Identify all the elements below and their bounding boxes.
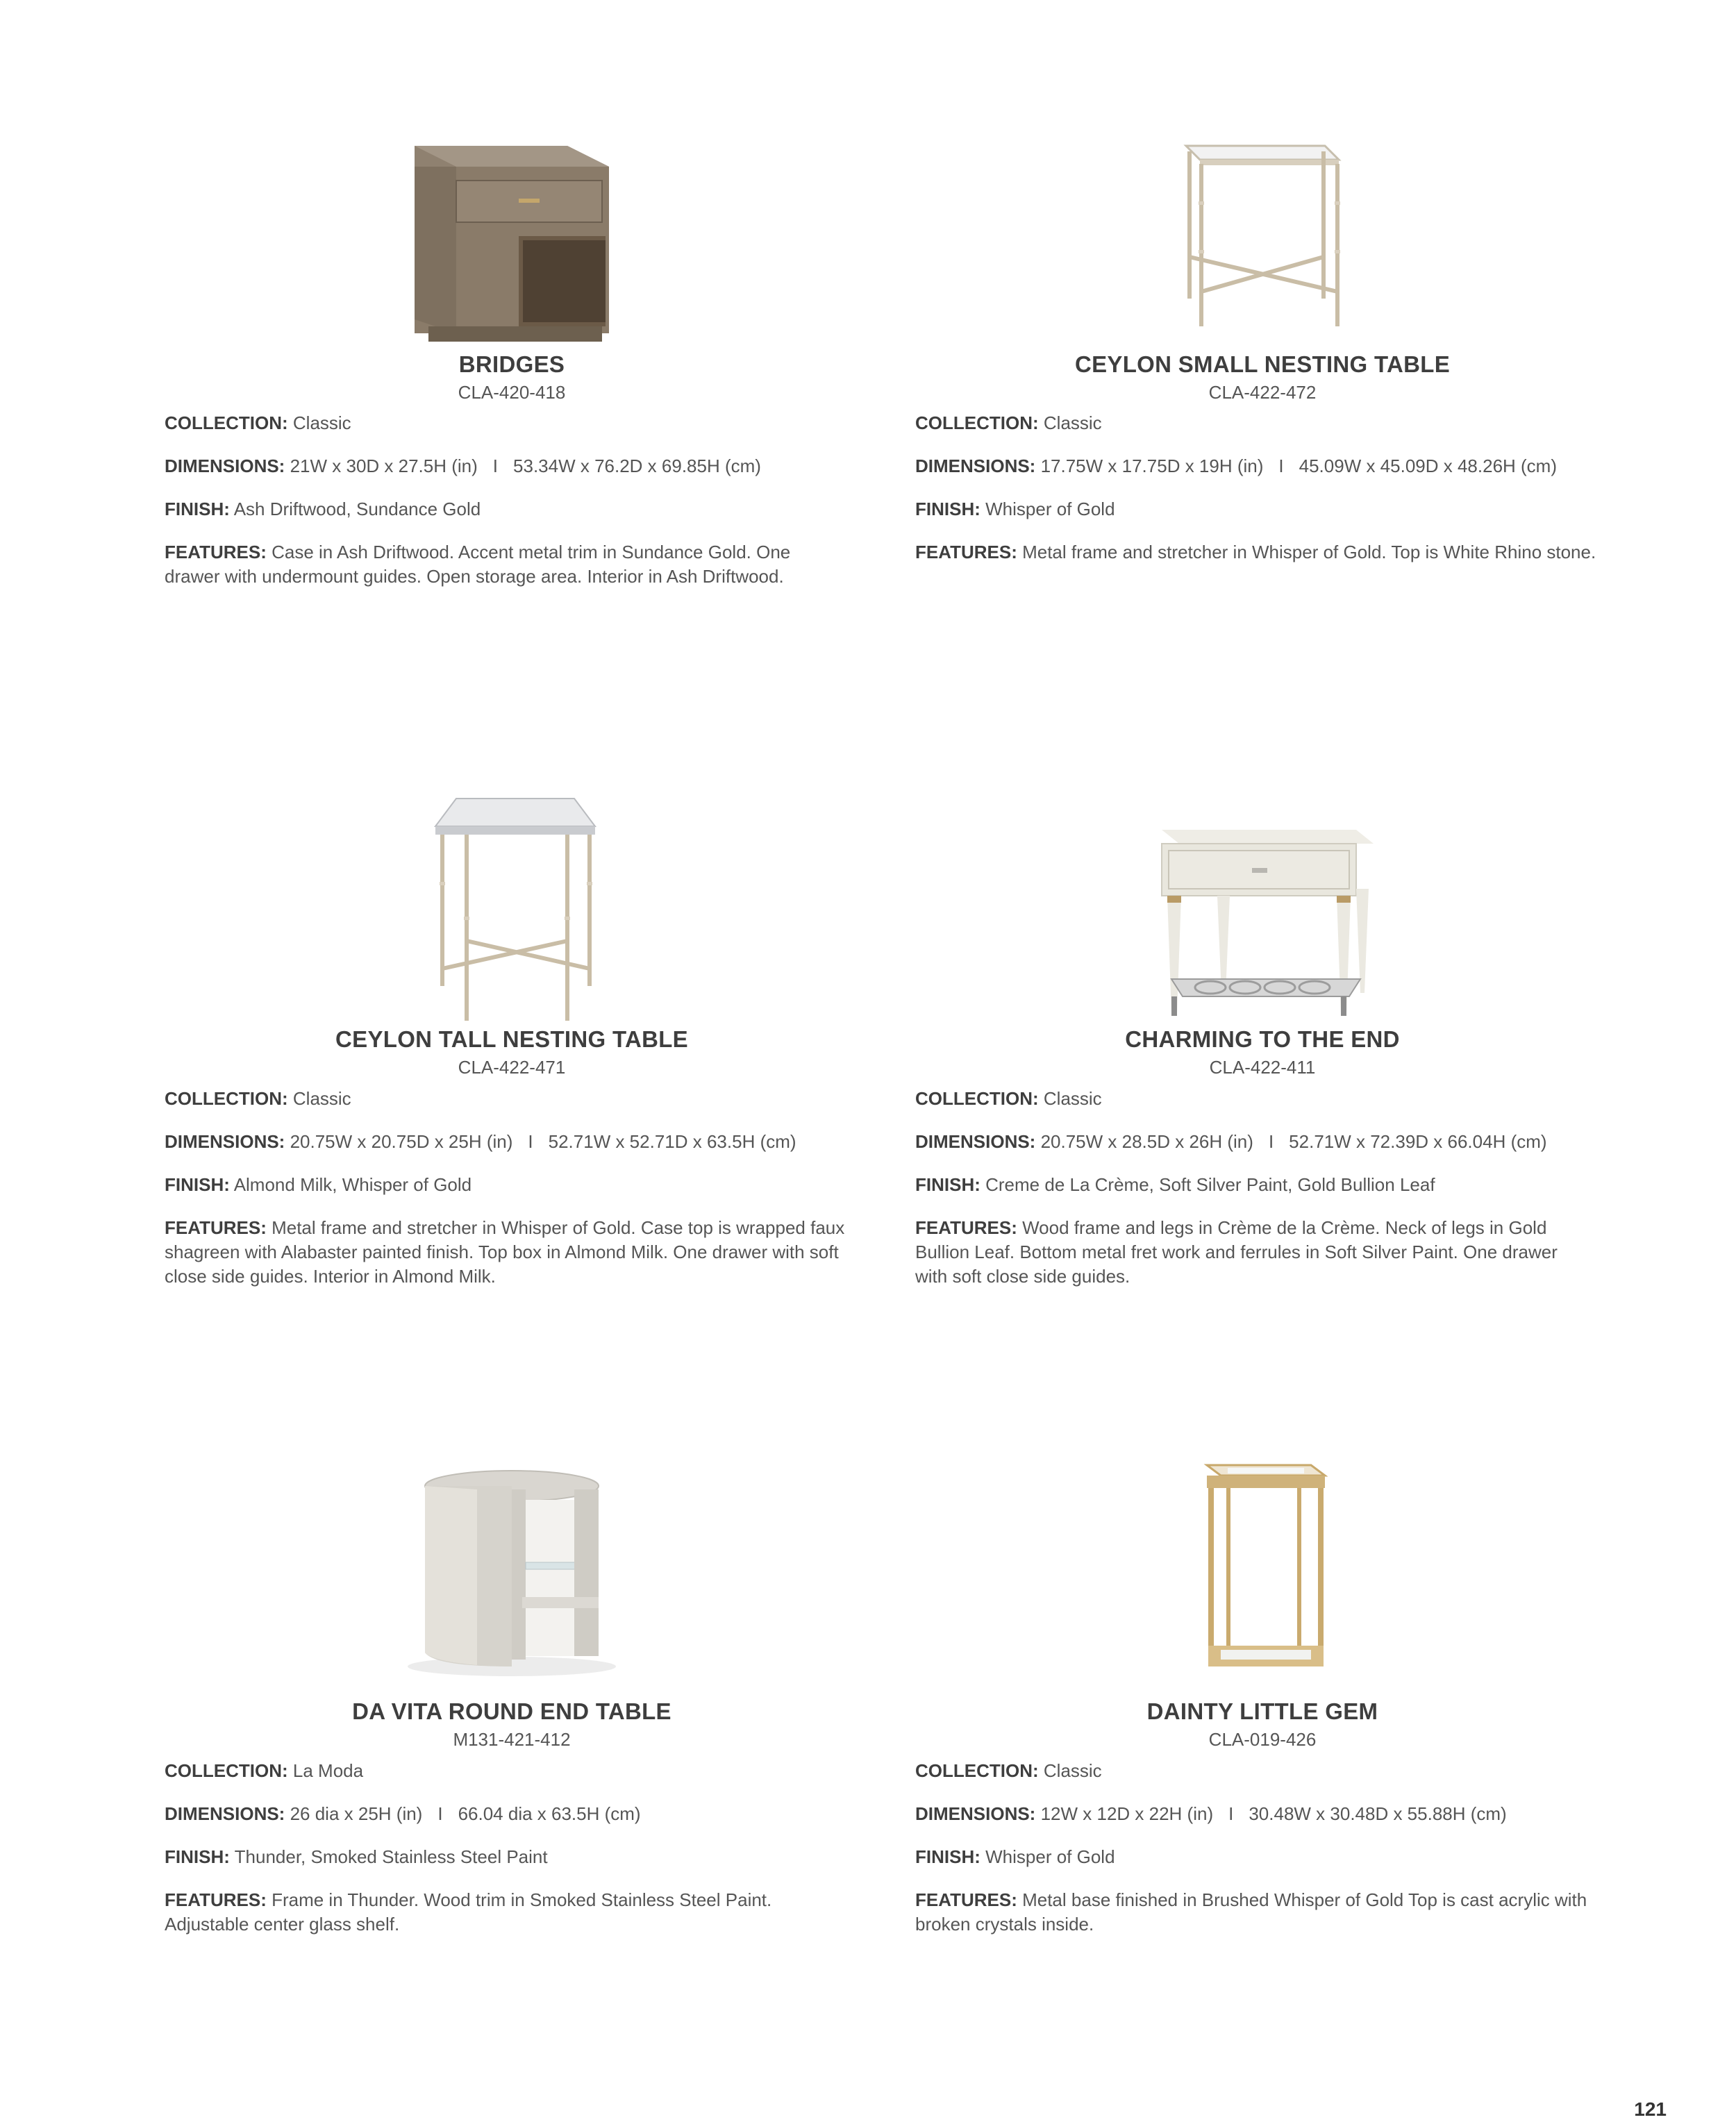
separator: I — [528, 1131, 533, 1152]
dimensions-cm: 66.04 dia x 63.5H (cm) — [458, 1803, 641, 1824]
finish-row — [165, 1845, 852, 1869]
product-name: DA VITA ROUND END TABLE — [352, 1698, 671, 1724]
product-sku: CLA-420-418 — [458, 382, 566, 403]
collection-value: La Moda — [292, 1760, 364, 1781]
dimensions-label: DIMENSIONS: — [165, 1803, 285, 1824]
product-image-da-vita — [165, 1417, 859, 1680]
dimensions-row — [165, 1802, 852, 1826]
finish-label: FINISH: — [165, 1174, 230, 1195]
product-image-charming-to-the-end — [915, 764, 1610, 1028]
dimensions-row — [165, 1130, 852, 1154]
features-row — [165, 1888, 831, 1937]
dimensions-label: DIMENSIONS: — [165, 456, 285, 476]
separator: I — [1228, 1803, 1234, 1824]
features-label: FEATURES: — [165, 1889, 267, 1910]
collection-row — [165, 1759, 852, 1783]
dimensions-row — [165, 454, 852, 478]
dimensions-in: 21W x 30D x 27.5H (in) — [290, 456, 478, 476]
collection-row — [165, 1087, 852, 1111]
collection-label: COLLECTION: — [915, 412, 1039, 433]
dimensions-cm: 52.71W x 52.71D x 63.5H (cm) — [548, 1131, 796, 1152]
dimensions-in: 12W x 12D x 22H (in) — [1040, 1803, 1214, 1824]
features-label: FEATURES: — [915, 1217, 1017, 1238]
product-name: DAINTY LITTLE GEM — [1146, 1698, 1378, 1724]
features-row — [165, 1216, 849, 1289]
product-sku: CLA-422-472 — [1208, 382, 1317, 403]
dimensions-label: DIMENSIONS: — [915, 1131, 1036, 1152]
features-label: FEATURES: — [915, 542, 1017, 562]
collection-label: COLLECTION: — [165, 1760, 288, 1781]
collection-value: Classic — [1043, 412, 1102, 433]
finish-value: Thunder, Smoked Stainless Steel Paint — [234, 1846, 548, 1867]
finish-row — [165, 1173, 852, 1197]
finish-row — [915, 497, 1603, 521]
dimensions-label: DIMENSIONS: — [165, 1131, 285, 1152]
dimensions-row — [915, 1130, 1603, 1154]
finish-value: Whisper of Gold — [985, 1846, 1115, 1867]
dimensions-cm: 53.34W x 76.2D x 69.85H (cm) — [513, 456, 761, 476]
finish-value: Ash Driftwood, Sundance Gold — [233, 499, 481, 519]
dimensions-label: DIMENSIONS: — [915, 456, 1036, 476]
finish-label: FINISH: — [915, 1174, 980, 1195]
finish-label: FINISH: — [165, 499, 230, 519]
features-value: Metal base finished in Brushed Whisper of Gold Top is cast acrylic with broken crystals inside. — [915, 1889, 1587, 1935]
collection-label: COLLECTION: — [165, 412, 288, 433]
finish-label: FINISH: — [165, 1846, 230, 1867]
product-image-dainty-little-gem — [915, 1417, 1610, 1680]
features-value: Metal frame and stretcher in Whisper of Gold. Top is White Rhino stone. — [1022, 542, 1596, 562]
product-sku: M131-421-412 — [453, 1729, 571, 1750]
dimensions-in: 20.75W x 20.75D x 25H (in) — [290, 1131, 513, 1152]
features-label: FEATURES: — [165, 1217, 267, 1238]
finish-value: Creme de La Crème, Soft Silver Paint, Gold Bullion Leaf — [985, 1174, 1435, 1195]
collection-row — [915, 1087, 1603, 1111]
collection-label: COLLECTION: — [915, 1760, 1039, 1781]
collection-value: Classic — [292, 1088, 351, 1109]
dimensions-in: 20.75W x 28.5D x 26H (in) — [1040, 1131, 1253, 1152]
product-image-ceylon-tall — [165, 764, 859, 1028]
features-label: FEATURES: — [915, 1889, 1017, 1910]
features-row — [915, 1216, 1585, 1289]
collection-label: COLLECTION: — [165, 1088, 288, 1109]
features-row — [165, 540, 831, 589]
features-value: Frame in Thunder. Wood trim in Smoked Stainless Steel Paint. Adjustable center glass shelf. — [165, 1889, 772, 1935]
collection-row — [165, 411, 852, 435]
finish-value: Almond Milk, Whisper of Gold — [233, 1174, 472, 1195]
collection-value: Classic — [1043, 1088, 1102, 1109]
finish-row — [915, 1173, 1603, 1197]
product-name: CEYLON SMALL NESTING TABLE — [1074, 351, 1451, 377]
separator: I — [1268, 1131, 1274, 1152]
collection-row — [915, 411, 1603, 435]
collection-value: Classic — [1043, 1760, 1102, 1781]
product-sku: CLA-422-411 — [1209, 1057, 1316, 1078]
collection-label: COLLECTION: — [915, 1088, 1039, 1109]
features-value: Case in Ash Driftwood. Accent metal trim in Sundance Gold. One drawer with undermount guides. Open storage area. Interior in Ash Driftwood. — [165, 542, 791, 587]
collection-row — [915, 1759, 1603, 1783]
finish-row — [915, 1845, 1603, 1869]
collection-value: Classic — [292, 412, 351, 433]
separator: I — [492, 456, 499, 476]
dimensions-in: 26 dia x 25H (in) — [290, 1803, 423, 1824]
product-name: BRIDGES — [458, 351, 565, 377]
page-number: 121 — [1634, 2098, 1667, 2120]
product-name: CHARMING TO THE END — [1125, 1026, 1400, 1052]
dimensions-row — [915, 454, 1603, 478]
dimensions-row — [915, 1802, 1603, 1826]
finish-label: FINISH: — [915, 1846, 980, 1867]
features-label: FEATURES: — [165, 542, 267, 562]
finish-label: FINISH: — [915, 499, 980, 519]
product-name: CEYLON TALL NESTING TABLE — [335, 1026, 688, 1052]
product-image-bridges — [165, 83, 859, 347]
dimensions-cm: 30.48W x 30.48D x 55.88H (cm) — [1249, 1803, 1507, 1824]
features-row — [915, 540, 1610, 565]
separator: I — [1278, 456, 1284, 476]
finish-value: Whisper of Gold — [985, 499, 1115, 519]
dimensions-cm: 45.09W x 45.09D x 48.26H (cm) — [1299, 456, 1558, 476]
dimensions-in: 17.75W x 17.75D x 19H (in) — [1040, 456, 1264, 476]
separator: I — [437, 1803, 443, 1824]
features-value: Metal frame and stretcher in Whisper of Gold. Case top is wrapped faux shagreen with Alabaster painted finish. Top box in Almond Milk. One drawer with soft close side guides. Interior in Almond Milk. — [165, 1217, 845, 1287]
dimensions-cm: 52.71W x 72.39D x 66.04H (cm) — [1289, 1131, 1547, 1152]
dimensions-label: DIMENSIONS: — [915, 1803, 1036, 1824]
finish-row — [165, 497, 852, 521]
product-image-ceylon-small — [915, 83, 1610, 347]
product-sku: CLA-019-426 — [1208, 1729, 1317, 1750]
product-sku: CLA-422-471 — [458, 1057, 566, 1078]
features-row — [915, 1888, 1617, 1937]
features-value: Wood frame and legs in Crème de la Crème. Neck of legs in Gold Bullion Leaf. Bottom metal fret work and ferrules in Soft Silver Paint. One drawer with soft close side guides. — [915, 1217, 1558, 1287]
